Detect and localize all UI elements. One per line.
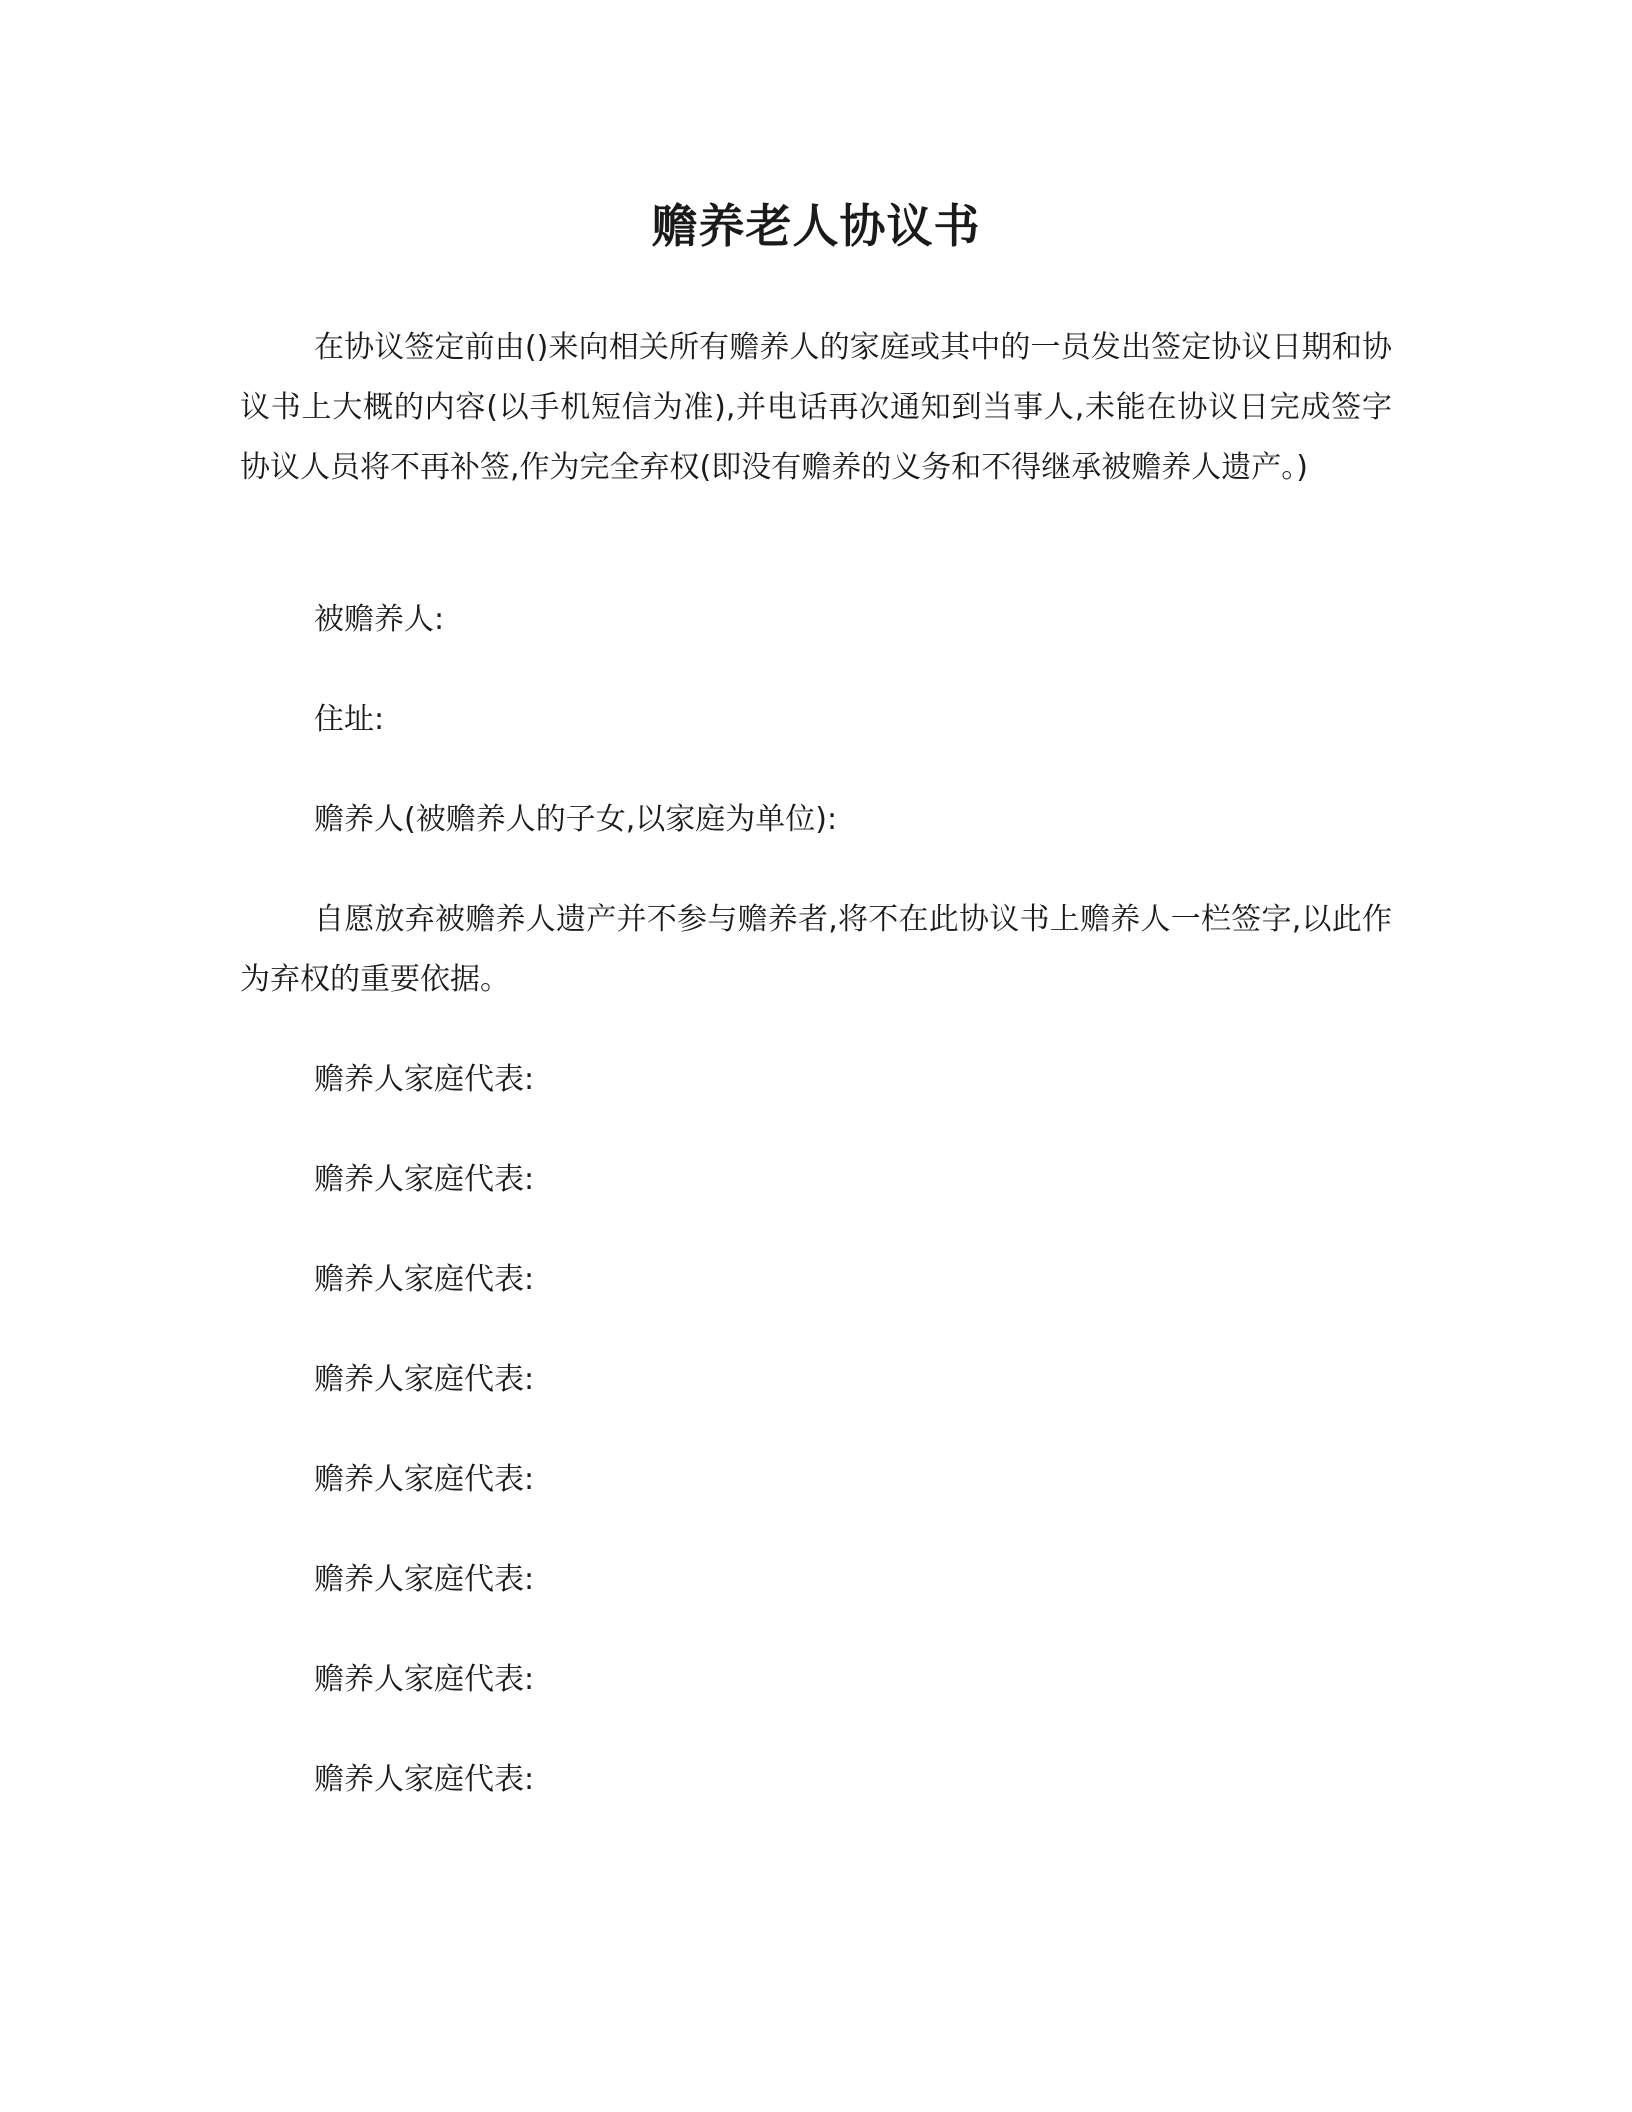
family-representative-line: 赡养人家庭代表: [314,1762,535,1797]
family-representative-line: 赡养人家庭代表: [314,1062,535,1097]
family-representative-line: 赡养人家庭代表: [314,1662,535,1697]
family-representative-line: 赡养人家庭代表: [314,1462,535,1497]
family-representative-line: 赡养人家庭代表: [314,1262,535,1297]
family-representative-line: 赡养人家庭代表: [314,1562,535,1597]
family-representative-line: 赡养人家庭代表: [314,1362,535,1397]
address-label: 住址: [314,702,385,737]
supported-person-label: 被赡养人: [314,602,445,637]
document-title: 赡养老人协议书 [651,199,981,253]
waiver-paragraph: 自愿放弃被赡养人遗产并不参与赡养者,将不在此协议书上赡养人一栏签字,以此作为弃权的重要依据。 [240,902,1392,997]
family-representative-line: 赡养人家庭代表: [314,1162,535,1197]
supporters-label: 赡养人(被赡养人的子女,以家庭为单位): [314,802,838,837]
intro-paragraph: 在协议签定前由()来向相关所有赡养人的家庭或其中的一员发出签定协议日期和协议书上大概的内容(以手机短信为准),并电话再次通知到当事人,未能在协议日完成签字协议人员将不再补签,作为完全弃权(即没有赡养的义务和不得继承被赡养人遗产。) [240,330,1392,485]
